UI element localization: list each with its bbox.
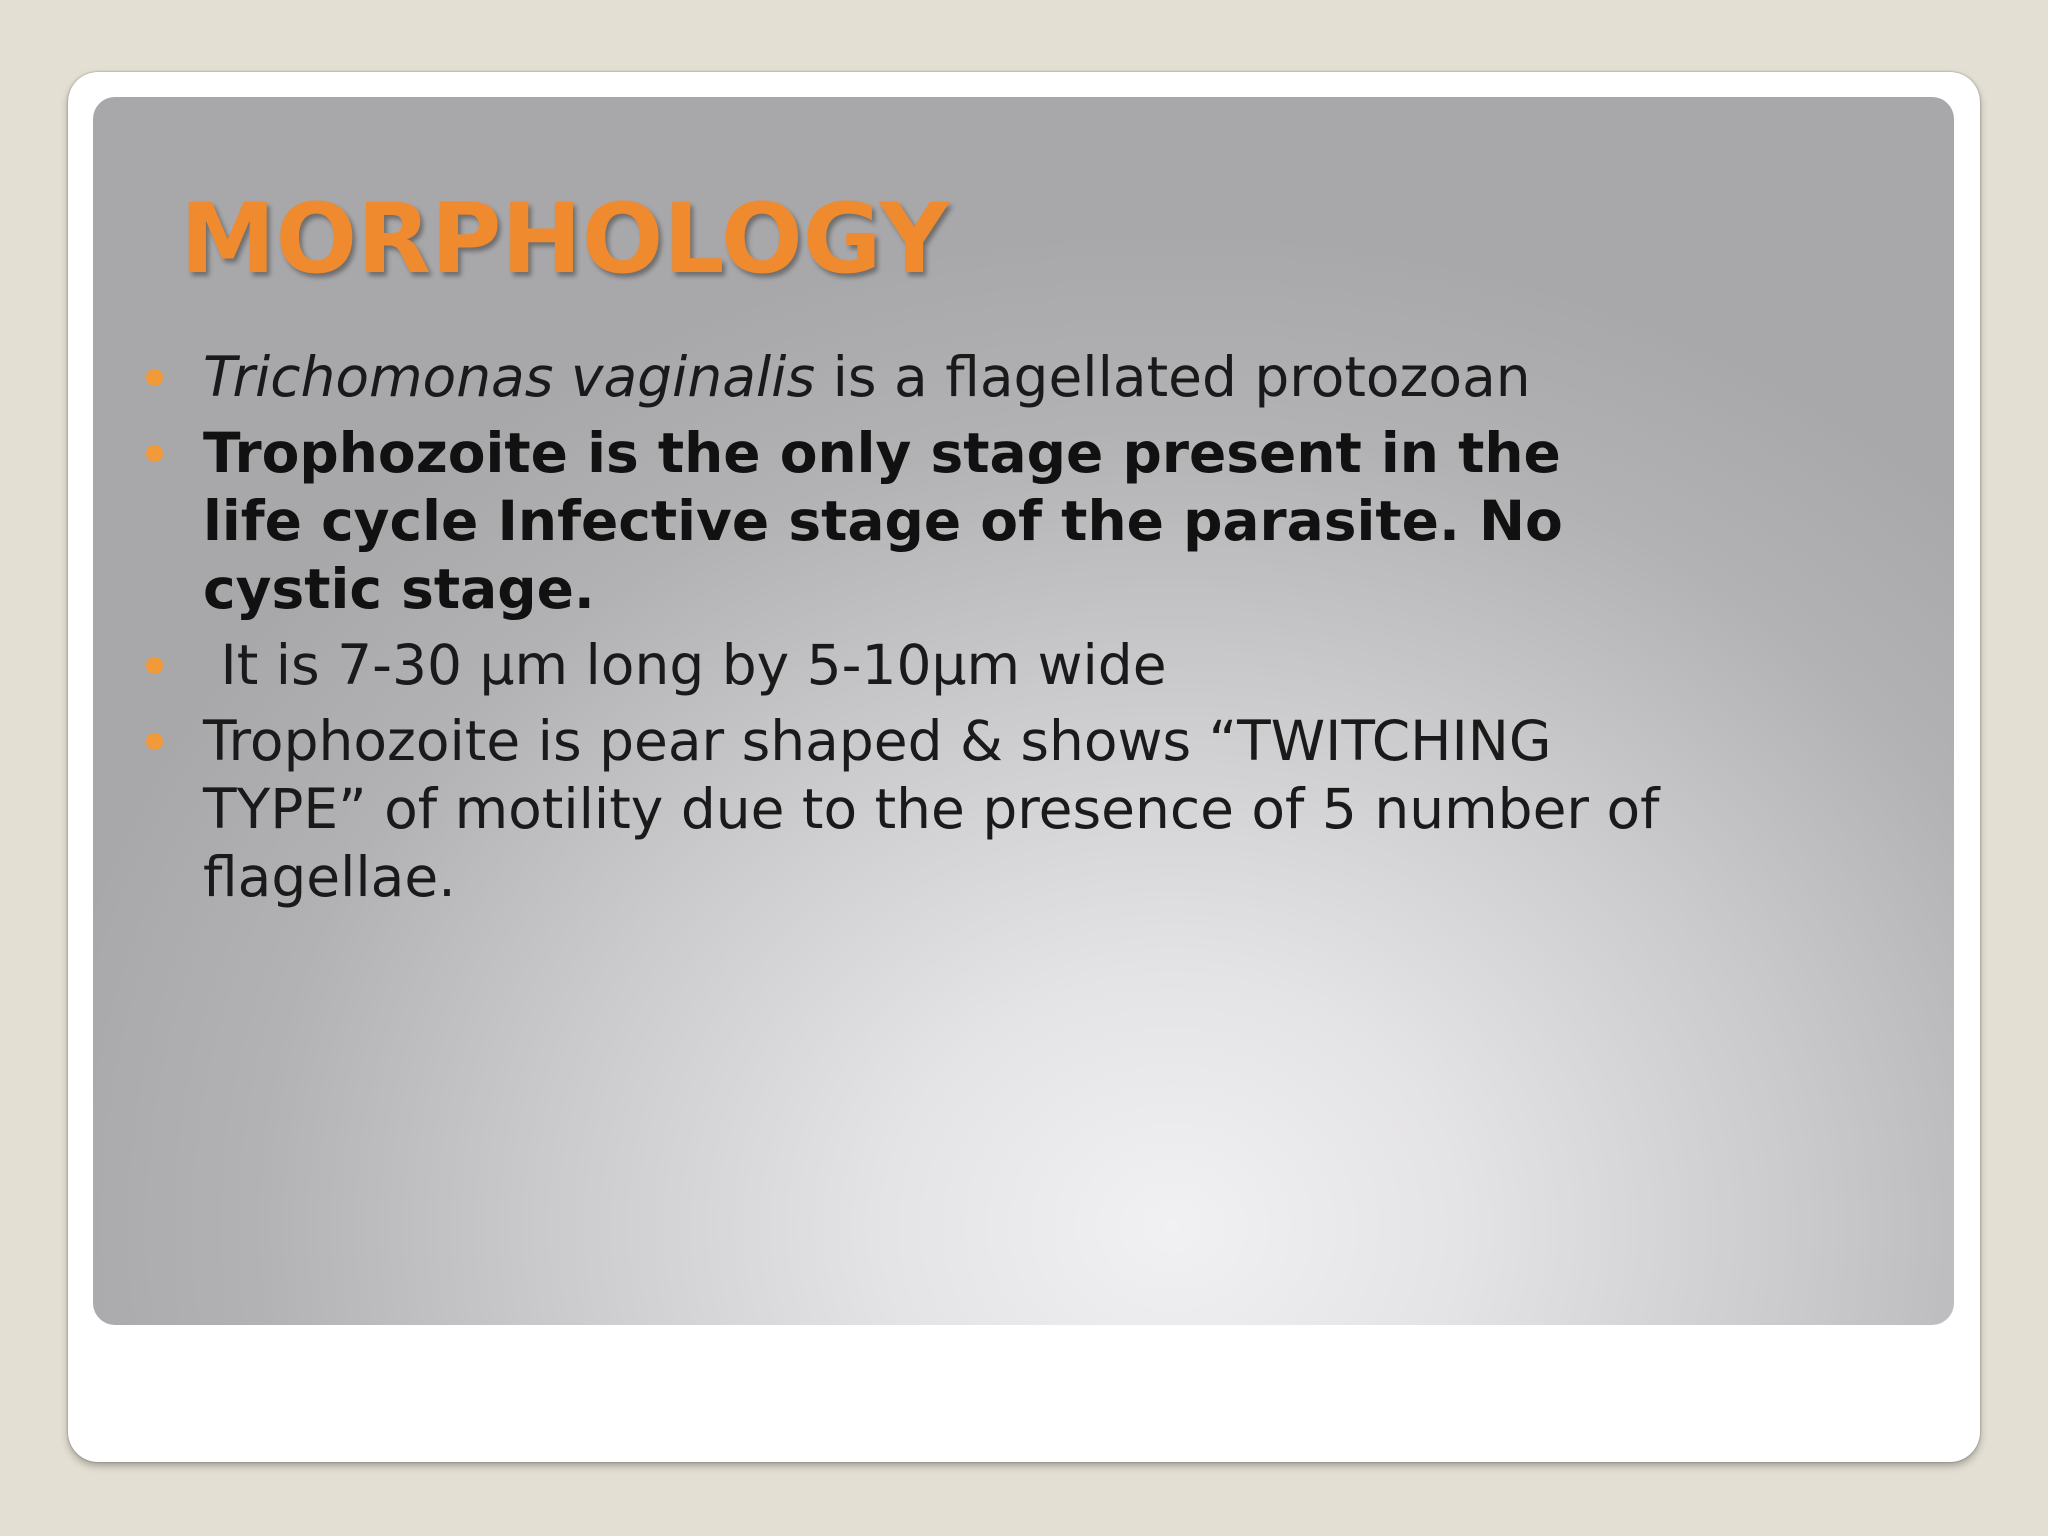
bullet-text: Trophozoite is the only stage present in the life cycle Infective stage of the parasite. No cystic stage. bbox=[203, 421, 1563, 621]
bullet-text bbox=[203, 343, 1743, 411]
bullet-dot-icon bbox=[146, 657, 163, 674]
slide-content-panel bbox=[93, 97, 1954, 1325]
bullet-item-stage bbox=[93, 419, 1793, 623]
bullet-dot-icon bbox=[146, 445, 163, 462]
bullet-list bbox=[93, 343, 1793, 919]
bullet-dot-icon bbox=[146, 369, 163, 386]
bullet-item-size bbox=[93, 631, 1793, 699]
species-name: Trichomonas vaginalis bbox=[203, 345, 816, 409]
slide-title: MORPHOLOGY bbox=[180, 183, 949, 295]
bullet-text: Trophozoite is pear shaped & shows “TWITCHING TYPE” of motility due to the presence of 5 number of flagellae. bbox=[203, 709, 1660, 909]
bullet-dot-icon bbox=[146, 733, 163, 750]
slide-frame bbox=[68, 72, 1980, 1462]
bullet-item-motility bbox=[93, 707, 1793, 911]
bullet-item-organism bbox=[93, 343, 1793, 411]
bullet-text-rest: is a flagellated protozoan bbox=[815, 345, 1531, 409]
bullet-text: It is 7-30 µm long by 5-10µm wide bbox=[203, 633, 1167, 697]
